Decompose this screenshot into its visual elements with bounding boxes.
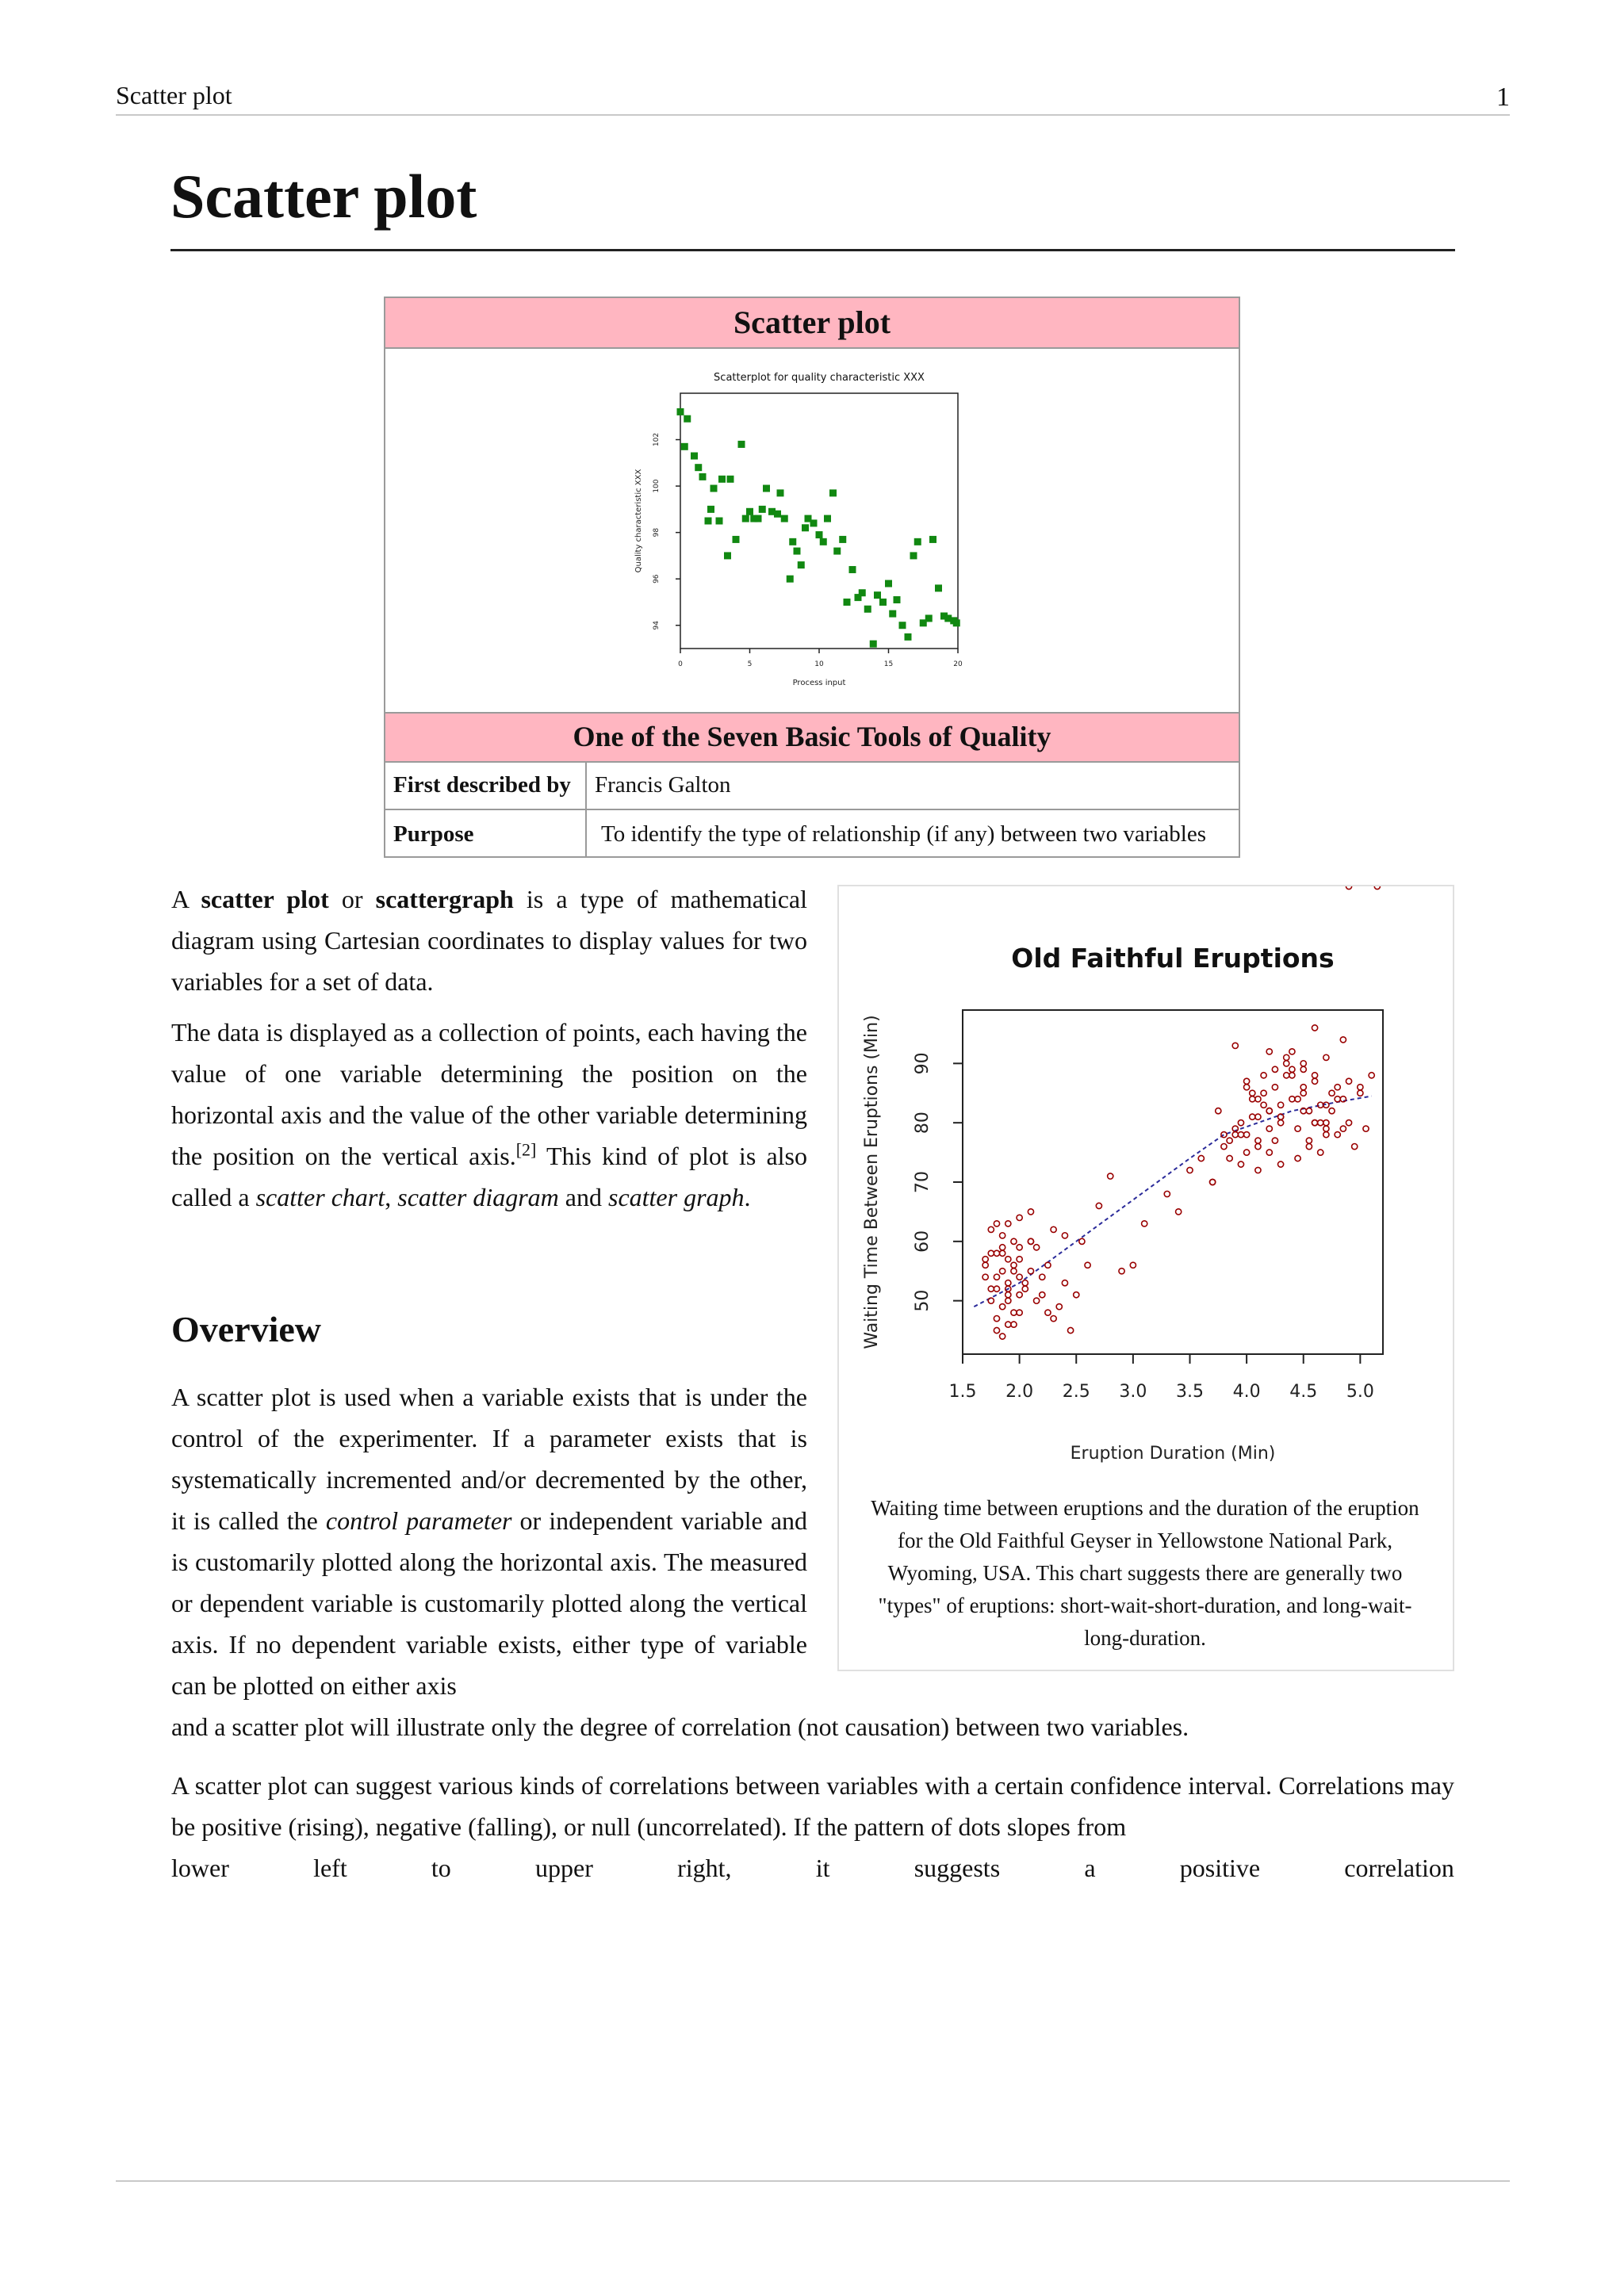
data-point <box>988 1226 994 1232</box>
data-point <box>1000 1334 1005 1339</box>
data-point <box>1011 1262 1017 1268</box>
data-point <box>879 599 887 606</box>
infobox-row-first-described <box>385 761 1239 810</box>
data-point <box>1250 1114 1255 1119</box>
data-point <box>1028 1269 1033 1274</box>
data-point <box>810 519 818 526</box>
data-point <box>1232 1043 1238 1048</box>
data-point <box>849 566 856 573</box>
data-point <box>1062 1280 1067 1286</box>
trend-line <box>974 1096 1371 1307</box>
data-point <box>1040 1274 1045 1280</box>
quality-scatter-chart <box>385 349 1239 710</box>
data-point <box>1266 1150 1272 1155</box>
data-point <box>781 515 788 522</box>
data-point <box>1255 1114 1261 1119</box>
data-point <box>1011 1310 1017 1315</box>
data-point <box>1329 1108 1335 1114</box>
data-point <box>1261 1102 1266 1108</box>
data-point <box>1352 1144 1358 1150</box>
data-point <box>705 518 712 525</box>
data-point <box>1312 1025 1317 1031</box>
data-point <box>794 548 801 555</box>
data-point <box>1198 1155 1204 1161</box>
data-point <box>1250 1096 1255 1102</box>
data-point <box>1227 1155 1232 1161</box>
data-point <box>1250 1090 1255 1096</box>
data-point <box>1346 1120 1351 1126</box>
data-point <box>1011 1322 1017 1327</box>
paragraph-data-display: The data is displayed as a collection of points, each having the value of one variable determining the position on the horizontal axis and the value of the other variable determining the position on the vertical axis.[2] This kind of plot is also called a scatter chart, scatter diagram and scatter graph. <box>171 1018 808 1211</box>
data-point <box>1000 1269 1005 1274</box>
y-tick-label: 102 <box>653 432 661 447</box>
data-point <box>1289 1066 1295 1072</box>
data-point <box>1255 1138 1261 1143</box>
data-point <box>929 536 936 543</box>
data-point <box>1284 1061 1289 1066</box>
data-point <box>1323 1126 1329 1131</box>
data-point <box>1238 1161 1243 1167</box>
data-point <box>746 508 753 515</box>
data-point <box>1323 1132 1329 1138</box>
data-point <box>1238 1120 1243 1126</box>
data-point <box>695 464 702 471</box>
data-point <box>759 506 766 513</box>
data-point <box>681 443 688 450</box>
italic-term: control parameter <box>325 1506 512 1535</box>
data-point <box>885 580 892 587</box>
x-tick-label: 10 <box>814 660 824 668</box>
data-point <box>953 619 960 626</box>
data-point <box>1272 1066 1277 1072</box>
data-point <box>1306 1138 1312 1143</box>
x-tick-label: 15 <box>883 660 894 668</box>
y-tick-label: 70 <box>913 1171 933 1193</box>
data-point <box>1295 1155 1300 1161</box>
data-point <box>1051 1226 1056 1232</box>
running-footer-rule <box>116 2180 1510 2182</box>
data-point <box>859 589 866 596</box>
data-point <box>1000 1245 1005 1250</box>
data-point <box>1277 1102 1283 1108</box>
data-point <box>1017 1292 1022 1298</box>
data-point <box>1005 1322 1011 1327</box>
data-point <box>755 515 762 522</box>
data-point <box>1289 1049 1295 1054</box>
data-point <box>1017 1257 1022 1262</box>
data-point <box>763 485 770 492</box>
infobox-key: First described by <box>393 772 571 798</box>
data-point <box>833 548 841 555</box>
data-point <box>844 599 851 606</box>
data-point <box>1261 1073 1266 1078</box>
data-point <box>864 606 871 613</box>
paragraph-overview: A scatter plot is used when a variable exists that is under the control of the experimenter. If a parameter exists that is systematically incremented and/or decremented by the other, it is called the control parameter or independent variable and is customarily plotted along the horizontal axis. The measured or dependent variable is customarily plotted along the vertical axis. If no dependent variable exists, either type of variable can be plotted on either axis <box>171 1383 808 1700</box>
data-point <box>1295 1126 1300 1131</box>
data-point <box>1142 1221 1147 1226</box>
data-point <box>1187 1167 1193 1173</box>
data-point <box>1000 1233 1005 1238</box>
data-point <box>910 552 917 559</box>
data-point <box>1079 1238 1085 1244</box>
infobox-title: Scatter plot <box>385 298 1239 349</box>
y-axis-label: Waiting Time Between Eruptions (Min) <box>862 1015 882 1349</box>
data-point <box>1374 886 1380 890</box>
x-tick-label: 3.0 <box>1119 1382 1147 1402</box>
infobox-row-purpose <box>385 810 1239 858</box>
data-point <box>691 453 698 460</box>
data-point <box>1244 1078 1250 1084</box>
data-point <box>1028 1238 1033 1244</box>
data-point <box>733 536 740 543</box>
data-point <box>988 1298 994 1303</box>
figure-caption: Waiting time between eruptions and the duration of the eruption for the Old Faithful Geyser in Yellowstone National Park, Wyoming, USA. This chart suggests there are generally two "types" of eruptions: short-wait-short-duration, and long-wait-long-duration. <box>871 1496 1419 1650</box>
data-point <box>1040 1292 1045 1298</box>
data-point <box>802 524 809 531</box>
data-point <box>994 1316 999 1322</box>
x-tick-label: 3.5 <box>1175 1382 1204 1402</box>
x-tick-label: 2.0 <box>1005 1382 1034 1402</box>
infobox <box>384 297 1240 858</box>
data-point <box>1346 886 1351 890</box>
data-point <box>1056 1304 1062 1310</box>
data-point <box>1266 1049 1272 1054</box>
data-point <box>742 515 749 522</box>
data-point <box>1096 1203 1101 1208</box>
data-point <box>1323 1054 1329 1060</box>
data-point <box>1221 1144 1227 1150</box>
data-point <box>1176 1209 1182 1215</box>
data-point <box>1005 1257 1011 1262</box>
infobox-subtitle: One of the Seven Basic Tools of Quality <box>385 712 1239 763</box>
paragraph-correlations: A scatter plot can suggest various kinds of correlations between variables with a certain confidence interval. Correlations may be positive (rising), negative (falling), or null (uncorrelated). If the pattern of dots slopes from <box>171 1771 1454 1841</box>
data-point <box>1300 1066 1306 1072</box>
data-point <box>994 1327 999 1333</box>
page-number: 1 <box>1496 82 1510 112</box>
data-point <box>925 614 933 622</box>
infobox-key: Purpose <box>393 821 474 847</box>
word: it <box>815 1854 830 1882</box>
section-heading-overview: Overview <box>171 1309 322 1349</box>
infobox-value: To identify the type of relationship (if any) between two variables <box>601 821 1207 847</box>
data-point <box>1045 1310 1051 1315</box>
data-point <box>1306 1144 1312 1150</box>
data-point <box>816 531 823 538</box>
data-point <box>1335 1085 1340 1090</box>
data-point <box>994 1250 999 1256</box>
word: suggests <box>914 1854 1001 1882</box>
data-point <box>820 538 827 545</box>
plot-frame <box>963 1010 1383 1354</box>
data-point <box>1295 1096 1300 1102</box>
data-point <box>1300 1061 1306 1066</box>
y-tick-label: 60 <box>913 1230 933 1253</box>
data-point <box>1017 1274 1022 1280</box>
data-point <box>829 489 837 496</box>
y-tick-label: 94 <box>653 621 661 630</box>
data-point <box>1011 1269 1017 1274</box>
data-point <box>798 561 805 568</box>
data-point <box>777 489 784 496</box>
y-tick-label: 98 <box>653 527 661 538</box>
data-point <box>1312 1078 1317 1084</box>
data-point <box>1108 1173 1113 1179</box>
data-point <box>1017 1215 1022 1220</box>
data-point <box>710 485 718 492</box>
data-point <box>1000 1250 1005 1256</box>
data-point <box>1067 1327 1073 1333</box>
data-point <box>727 476 734 483</box>
data-point <box>988 1286 994 1292</box>
data-point <box>774 511 781 518</box>
data-point <box>1130 1262 1136 1268</box>
data-point <box>1017 1245 1022 1250</box>
data-point <box>1340 1037 1346 1043</box>
data-point <box>1358 1085 1363 1090</box>
article-title: Scatter plot <box>170 157 1455 251</box>
data-point <box>982 1274 988 1280</box>
data-point <box>1323 1120 1329 1126</box>
data-point <box>699 473 707 480</box>
data-point <box>982 1257 988 1262</box>
data-point <box>677 408 684 415</box>
data-point <box>1266 1108 1272 1114</box>
x-tick-label: 4.0 <box>1232 1382 1261 1402</box>
x-tick-label: 20 <box>953 660 963 668</box>
data-point <box>1216 1108 1221 1114</box>
word: lower <box>171 1854 229 1882</box>
data-point <box>1358 1090 1363 1096</box>
data-point <box>1232 1132 1238 1138</box>
bold-term: scatter plot <box>201 885 329 913</box>
data-point <box>935 584 942 591</box>
figure-old-faithful <box>837 885 1454 1671</box>
data-point <box>1022 1280 1028 1286</box>
paragraph-overview-tail: and a scatter plot will illustrate only the degree of correlation (not causation) between two variables. <box>171 1712 1189 1741</box>
data-point <box>1005 1280 1011 1286</box>
data-point <box>899 622 906 629</box>
data-point <box>894 596 901 603</box>
data-point <box>1244 1085 1250 1090</box>
running-header <box>116 79 1510 116</box>
data-point <box>1318 1120 1323 1126</box>
chart-title: Scatterplot for quality characteristic XXX <box>714 372 925 384</box>
data-point <box>1034 1245 1040 1250</box>
data-point <box>1312 1073 1317 1078</box>
data-point <box>1335 1096 1340 1102</box>
data-point <box>1005 1221 1011 1226</box>
data-point <box>1255 1096 1261 1102</box>
data-point <box>1210 1179 1216 1184</box>
data-point <box>1284 1073 1289 1078</box>
data-point <box>1255 1167 1261 1173</box>
data-point <box>1346 1078 1351 1084</box>
data-point <box>839 536 846 543</box>
x-tick-label: 2.5 <box>1062 1382 1090 1402</box>
data-point <box>1306 1108 1312 1114</box>
y-tick-label: 90 <box>913 1052 933 1075</box>
data-point <box>1085 1262 1090 1268</box>
x-axis-label: Eruption Duration (Min) <box>1070 1444 1276 1464</box>
data-point <box>914 538 921 545</box>
data-point <box>1272 1085 1277 1090</box>
data-point <box>1363 1126 1369 1131</box>
data-point <box>1335 1132 1340 1138</box>
data-point <box>988 1250 994 1256</box>
word: positive <box>1179 1854 1261 1882</box>
infobox-value[interactable]: Francis Galton <box>595 772 731 798</box>
data-point <box>1011 1238 1017 1244</box>
data-point <box>1017 1310 1022 1315</box>
word: correlation <box>1344 1854 1454 1882</box>
word: upper <box>535 1854 593 1882</box>
data-point <box>1340 1096 1346 1102</box>
data-point <box>1289 1073 1295 1078</box>
data-point <box>1164 1191 1170 1196</box>
data-point <box>1272 1138 1277 1143</box>
data-point <box>1051 1316 1056 1322</box>
x-tick-label: 5.0 <box>1346 1382 1374 1402</box>
paragraph-correlations-last-line <box>171 1847 1454 1888</box>
data-point <box>1238 1132 1243 1138</box>
data-point <box>718 476 726 483</box>
word: left <box>313 1854 347 1882</box>
y-tick-label: 80 <box>913 1112 933 1135</box>
infobox-divider <box>585 761 587 809</box>
x-tick-label: 4.5 <box>1289 1382 1318 1402</box>
data-point <box>1005 1298 1011 1303</box>
y-axis-label: Quality characteristic XXX <box>634 469 643 573</box>
data-point <box>905 633 912 641</box>
data-point <box>738 441 745 448</box>
word: to <box>431 1854 451 1882</box>
data-point <box>1244 1150 1250 1155</box>
data-point <box>789 538 796 545</box>
y-tick-label: 50 <box>913 1289 933 1312</box>
data-point <box>1284 1054 1289 1060</box>
data-point <box>1005 1292 1011 1298</box>
x-axis-label: Process input <box>792 679 846 687</box>
data-point <box>1289 1096 1295 1102</box>
data-point <box>787 576 794 583</box>
data-point <box>1119 1269 1124 1274</box>
running-title: Scatter plot <box>116 81 232 109</box>
data-point <box>870 641 877 648</box>
infobox-divider <box>585 810 587 858</box>
data-point <box>1312 1120 1317 1126</box>
data-point <box>982 1262 988 1268</box>
old-faithful-scatter-chart <box>839 886 1453 1489</box>
paragraph-intro: A scatter plot or scattergraph is a type of mathematical diagram using Cartesian coordinates to display values for two variables for a set of data. <box>171 885 808 996</box>
data-point <box>889 610 896 618</box>
data-point <box>724 552 731 559</box>
x-tick-label: 1.5 <box>948 1382 977 1402</box>
data-point <box>1062 1233 1067 1238</box>
data-point <box>824 515 831 522</box>
data-point <box>994 1286 999 1292</box>
data-point <box>1277 1120 1283 1126</box>
data-point <box>1244 1132 1250 1138</box>
data-point <box>1266 1126 1272 1131</box>
data-point <box>684 415 691 423</box>
data-point <box>1300 1090 1306 1096</box>
data-point <box>1369 1073 1374 1078</box>
data-point <box>1028 1209 1033 1215</box>
data-point <box>994 1274 999 1280</box>
word: right, <box>677 1854 732 1882</box>
data-point <box>1277 1161 1283 1167</box>
data-point <box>1074 1292 1079 1298</box>
data-point <box>1329 1090 1335 1096</box>
data-point <box>874 591 881 599</box>
data-point <box>1318 1150 1323 1155</box>
data-point <box>1261 1090 1266 1096</box>
chart-title: Old Faithful Eruptions <box>1011 943 1335 974</box>
data-point <box>707 506 714 513</box>
data-point <box>1227 1138 1232 1143</box>
word: a <box>1084 1854 1096 1882</box>
x-tick-label: 5 <box>747 660 753 668</box>
data-point <box>716 518 723 525</box>
data-point <box>1300 1085 1306 1090</box>
data-point <box>1255 1144 1261 1150</box>
y-tick-label: 100 <box>653 479 661 493</box>
y-tick-label: 96 <box>653 574 661 584</box>
bold-term: scattergraph <box>375 885 514 913</box>
data-point <box>1340 1126 1346 1131</box>
data-point <box>1034 1298 1040 1303</box>
data-point <box>1022 1286 1028 1292</box>
data-point <box>1221 1132 1227 1138</box>
data-point <box>994 1221 999 1226</box>
x-tick-label: 0 <box>678 660 683 668</box>
reference-link[interactable]: [2] <box>515 1139 537 1160</box>
data-point <box>1000 1304 1005 1310</box>
